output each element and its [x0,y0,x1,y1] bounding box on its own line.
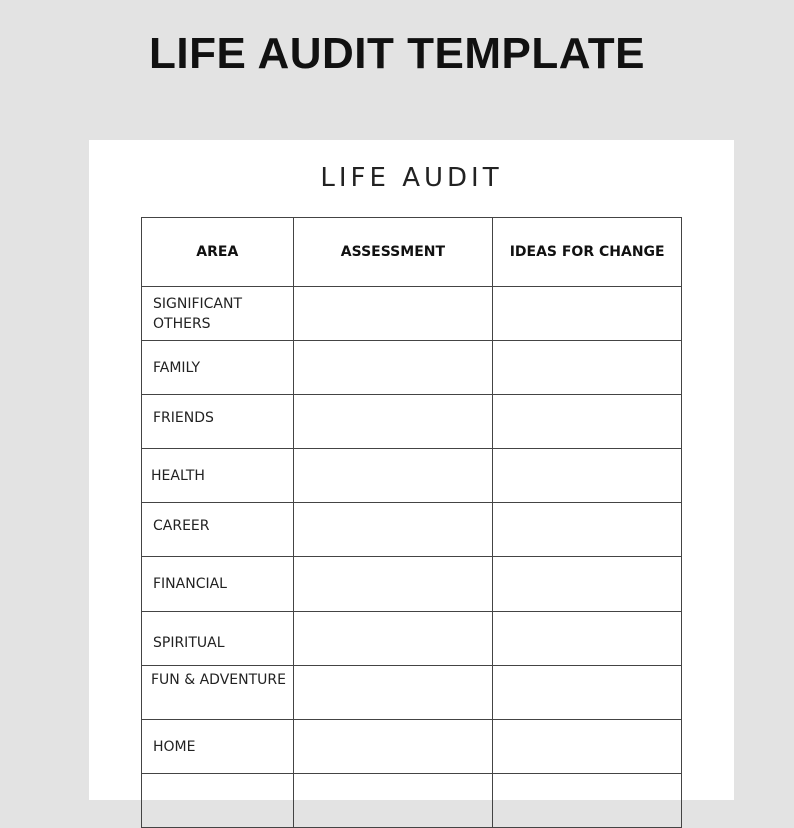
area-cell-blank [142,774,294,828]
area-cell-family: FAMILY [142,341,294,395]
worksheet-page [89,140,734,800]
banner-title: LIFE AUDIT TEMPLATE [149,29,645,78]
table-row [142,557,682,612]
worksheet-title: LIFE AUDIT [320,163,503,193]
ideas-cell[interactable] [493,774,682,828]
table-row [142,287,682,341]
ideas-cell[interactable] [493,720,682,774]
life-audit-table [141,217,682,828]
area-cell-home: HOME [142,720,294,774]
assessment-cell[interactable] [293,449,493,503]
table-row [142,449,682,503]
ideas-cell[interactable] [493,666,682,720]
area-cell-career: CAREER [142,503,294,557]
ideas-cell[interactable] [493,341,682,395]
assessment-cell[interactable] [293,341,493,395]
area-cell-fun-and-adventure: FUN & ADVENTURE [142,666,294,720]
assessment-cell[interactable] [293,666,493,720]
table-row [142,720,682,774]
ideas-cell[interactable] [493,287,682,341]
table-row [142,612,682,666]
column-header-assessment: ASSESSMENT [293,218,493,287]
table-header-row [142,218,682,287]
assessment-cell[interactable] [293,287,493,341]
assessment-cell[interactable] [293,557,493,612]
ideas-cell[interactable] [493,395,682,449]
column-header-ideas-for-change: IDEAS FOR CHANGE [493,218,682,287]
assessment-cell[interactable] [293,395,493,449]
ideas-cell[interactable] [493,557,682,612]
area-cell-spiritual: SPIRITUAL [142,612,294,666]
table-row [142,774,682,828]
assessment-cell[interactable] [293,612,493,666]
column-header-area: AREA [142,218,294,287]
area-cell-health: HEALTH [142,449,294,503]
assessment-cell[interactable] [293,503,493,557]
area-cell-friends: FRIENDS [142,395,294,449]
ideas-cell[interactable] [493,503,682,557]
table-row [142,503,682,557]
assessment-cell[interactable] [293,774,493,828]
table-row [142,341,682,395]
area-cell-financial: FINANCIAL [142,557,294,612]
ideas-cell[interactable] [493,449,682,503]
table-row [142,395,682,449]
table-row [142,666,682,720]
area-cell-significant-others: SIGNIFICANT OTHERS [142,287,294,341]
ideas-cell[interactable] [493,612,682,666]
assessment-cell[interactable] [293,720,493,774]
